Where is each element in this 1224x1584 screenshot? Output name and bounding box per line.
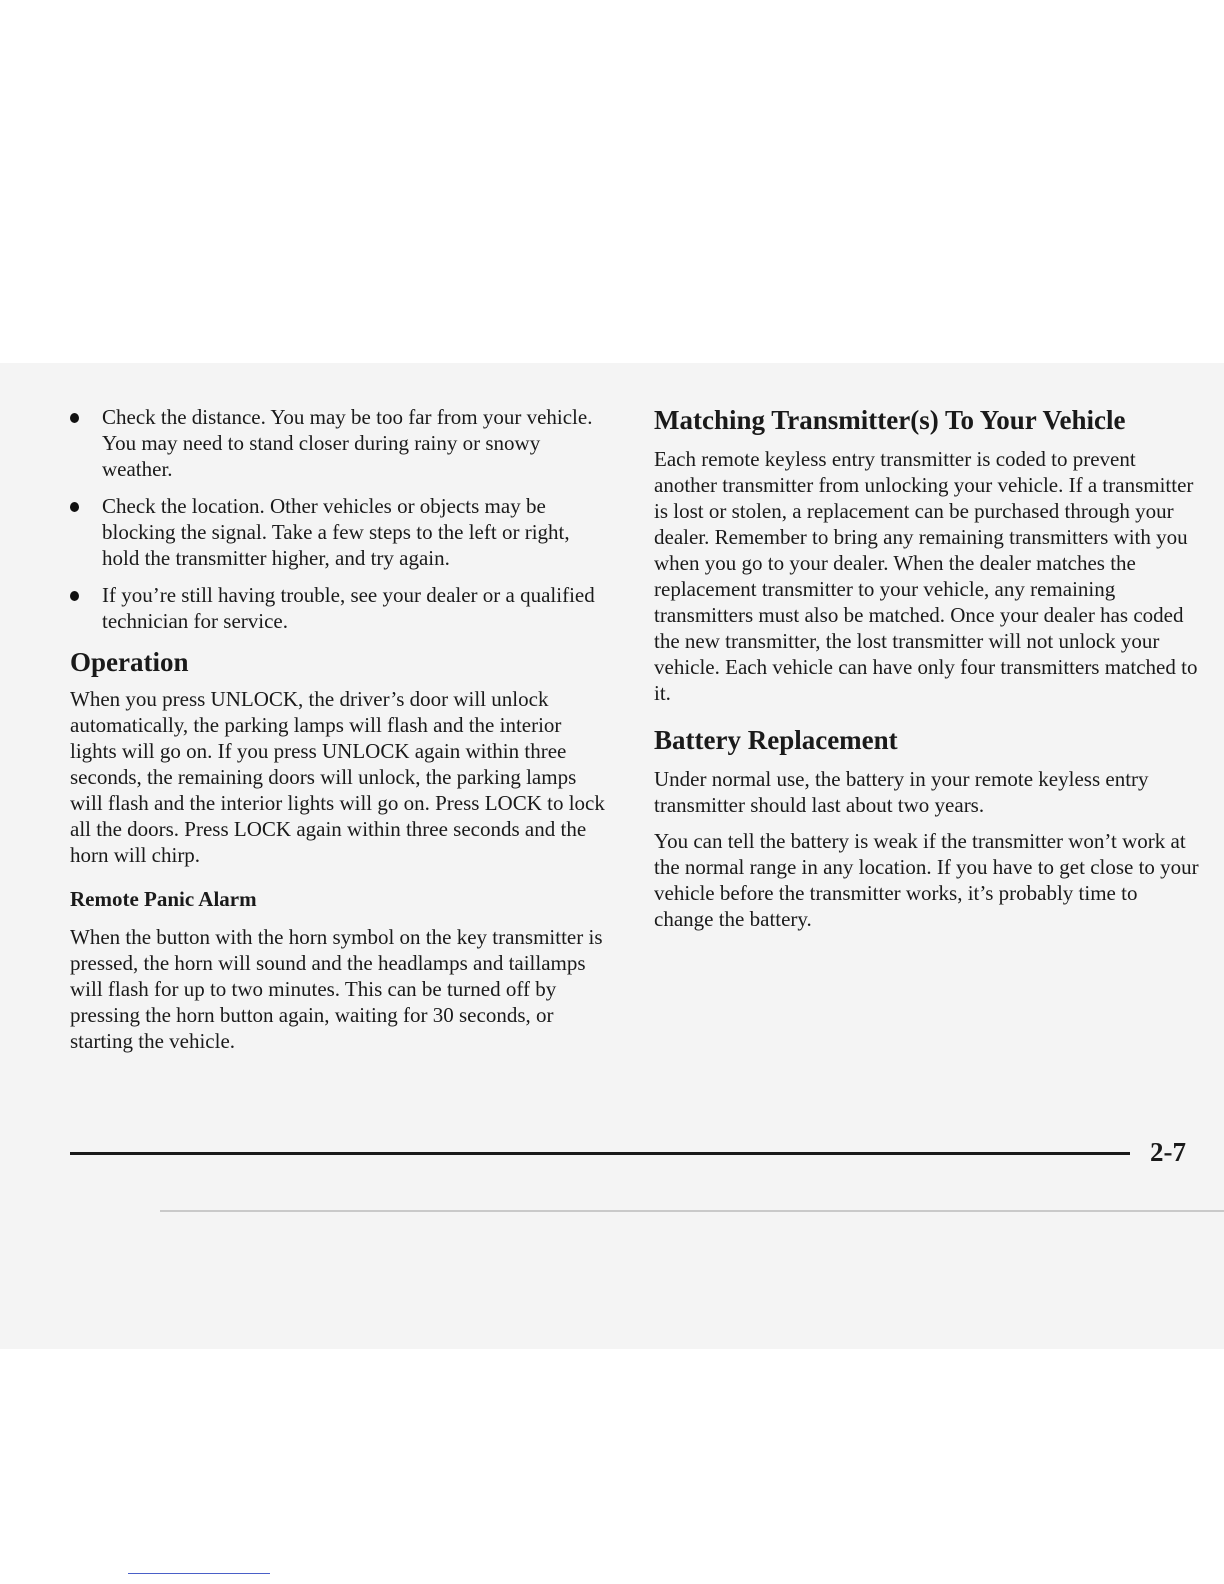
footer-rule <box>70 1152 1130 1155</box>
list-item <box>70 582 610 634</box>
operation-paragraph: When you press UNLOCK, the driver’s door will unlock automatically, the parking lamps will flash and the interior lights will go on. If you press UNLOCK again within three seconds, the remaining doors will unlock, the parking lamps will flash and the interior lights will go on. Press LOCK to lock all the doors. Press LOCK again within three seconds and the horn will chirp. <box>70 687 605 867</box>
battery-life-paragraph: Under normal use, the battery in your remote keyless entry transmitter should last about two years. <box>654 767 1149 817</box>
bullet-icon <box>70 591 79 601</box>
scan-edge-line <box>160 1210 1224 1212</box>
list-item <box>70 493 610 571</box>
bullet-icon <box>70 502 79 512</box>
battery-weak-paragraph: You can tell the battery is weak if the transmitter won’t work at the normal range in any location. If you have to get close to your vehicle before the transmitter works, it’s probably time to change the battery. <box>654 829 1199 931</box>
bullet-text: Check the distance. You may be too far from your vehicle. You may need to stand closer during rainy or snowy weather. <box>102 405 593 481</box>
bullet-icon <box>70 413 79 423</box>
battery-replacement-heading: Battery Replacement <box>654 725 898 755</box>
right-column <box>654 404 1199 932</box>
troubleshooting-list <box>70 404 610 634</box>
matching-transmitters-heading: Matching Transmitter(s) To Your Vehicle <box>654 405 1126 435</box>
bullet-text: Check the location. Other vehicles or objects may be blocking the signal. Take a few steps to the left or right, hold the transmitter higher, and try again. <box>102 494 570 570</box>
link-underline <box>128 1573 270 1574</box>
matching-transmitters-paragraph: Each remote keyless entry transmitter is coded to prevent another transmitter from unlocking your vehicle. If a transmitter is lost or stolen, a replacement can be purchased through your dealer. Remember to bring any remaining transmitters with you when you go to your dealer. When the dealer matches the replacement transmitter to your vehicle, any remaining transmitters must also be matched. Once your dealer has coded the new transmitter, the lost transmitter will not unlock your vehicle. Each vehicle can have only four transmitters matched to it. <box>654 447 1198 705</box>
page-number: 2-7 <box>1150 1137 1186 1167</box>
list-item <box>70 404 610 482</box>
remote-panic-alarm-heading: Remote Panic Alarm <box>70 887 257 911</box>
bullet-text: If you’re still having trouble, see your dealer or a qualified technician for service. <box>102 583 595 633</box>
remote-panic-alarm-paragraph: When the button with the horn symbol on the key transmitter is pressed, the horn will sound and the headlamps and taillamps will flash for up to two minutes. This can be turned off by pressing the horn button again, waiting for 30 seconds, or starting the vehicle. <box>70 925 603 1053</box>
operation-heading: Operation <box>70 647 189 677</box>
left-column <box>70 404 610 1054</box>
